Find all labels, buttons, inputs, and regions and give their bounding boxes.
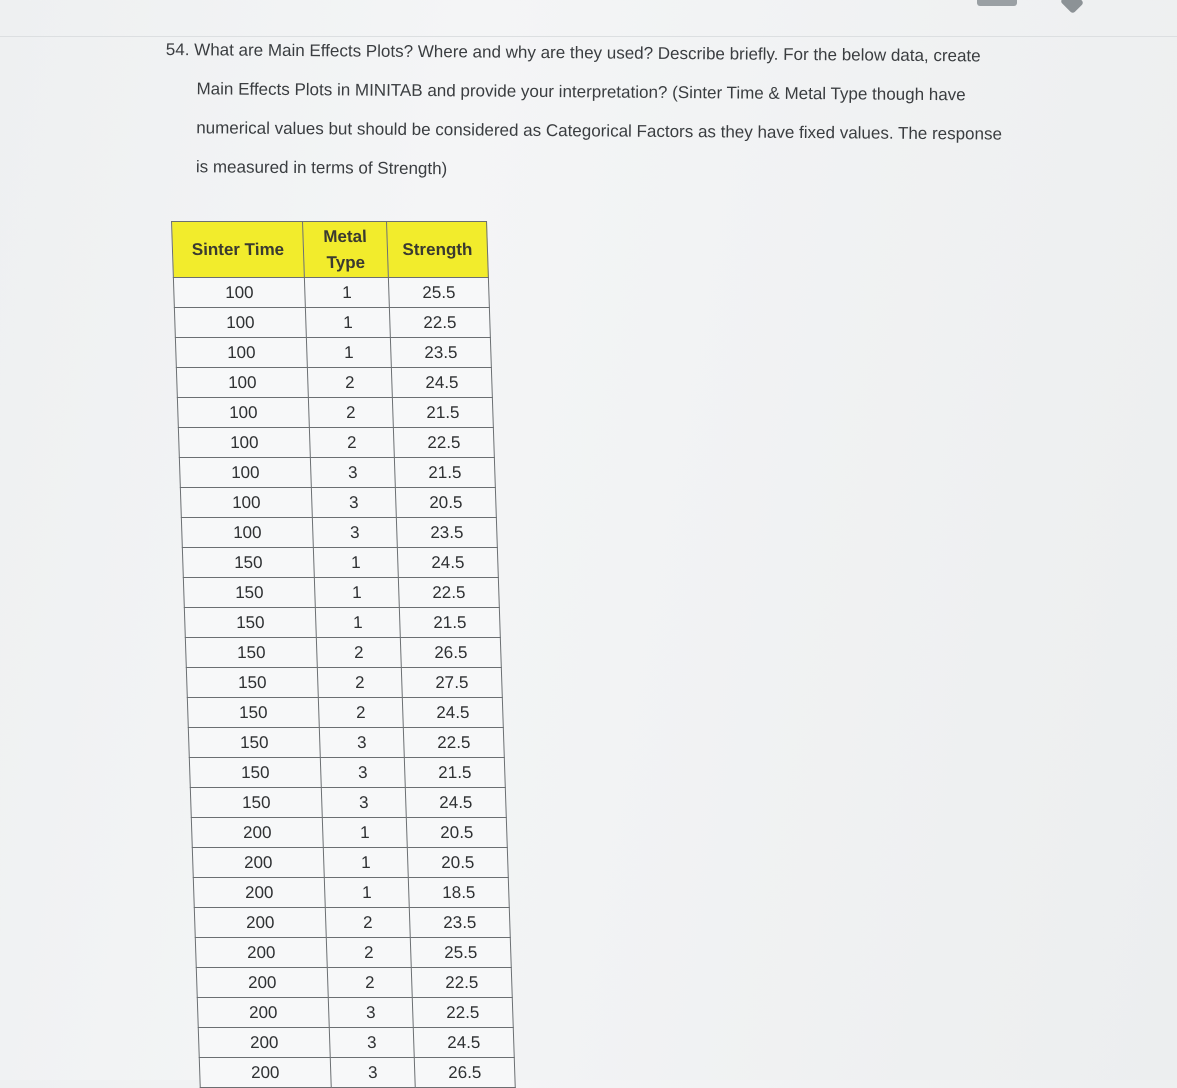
cell-sinter-time: 150 — [184, 608, 316, 638]
table-row — [195, 938, 511, 968]
cell-metal-type: 3 — [328, 998, 413, 1028]
cell-metal-type: 3 — [321, 788, 406, 818]
cell-sinter-time: 100 — [173, 278, 305, 308]
cell-sinter-time: 100 — [176, 368, 308, 398]
cell-strength: 24.5 — [397, 548, 498, 578]
cell-strength: 21.5 — [394, 458, 495, 488]
cell-metal-type: 3 — [320, 758, 405, 788]
table-row — [183, 578, 499, 608]
cell-metal-type: 1 — [313, 548, 398, 578]
table-row — [188, 728, 504, 758]
table-row — [190, 788, 506, 818]
cell-metal-type: 1 — [324, 878, 409, 908]
cell-metal-type: 1 — [306, 338, 391, 368]
table-row — [194, 908, 510, 938]
cell-sinter-time: 100 — [177, 398, 309, 428]
cell-sinter-time: 150 — [188, 728, 320, 758]
data-table — [171, 221, 516, 1088]
table-row — [197, 998, 513, 1028]
table-row — [180, 488, 496, 518]
cell-strength: 18.5 — [408, 878, 509, 908]
question-text — [165, 30, 1076, 193]
table-row — [193, 878, 509, 908]
cell-strength: 22.5 — [398, 578, 499, 608]
cell-metal-type: 2 — [309, 428, 394, 458]
table-row — [185, 638, 501, 668]
table-row — [174, 308, 490, 338]
cell-sinter-time: 200 — [194, 908, 326, 938]
cell-metal-type: 2 — [318, 698, 403, 728]
table-row — [187, 698, 503, 728]
table-row — [181, 518, 497, 548]
table-row — [198, 1028, 514, 1058]
cell-strength: 22.5 — [393, 428, 494, 458]
cell-strength: 23.5 — [409, 908, 510, 938]
question-line-4: is measured in terms of Strength) — [195, 157, 448, 179]
cell-metal-type: 2 — [308, 398, 393, 428]
cell-metal-type: 1 — [315, 608, 400, 638]
cell-sinter-time: 100 — [180, 488, 312, 518]
table-row — [175, 338, 491, 368]
cell-metal-type: 2 — [325, 908, 410, 938]
table-row — [177, 398, 493, 428]
cell-strength: 26.5 — [400, 638, 501, 668]
cell-sinter-time: 150 — [190, 788, 322, 818]
cell-sinter-time: 200 — [193, 878, 325, 908]
table-row — [186, 668, 502, 698]
cell-strength: 27.5 — [401, 668, 502, 698]
table-body — [173, 278, 515, 1088]
cell-strength: 23.5 — [396, 518, 497, 548]
cell-sinter-time: 200 — [198, 1028, 330, 1058]
question-line-1: 54. What are Main Effects Plots? Where and why are they used? Describe briefly. For the below data, create — [165, 39, 981, 66]
cell-metal-type: 2 — [317, 668, 402, 698]
cell-strength: 25.5 — [410, 938, 511, 968]
header-sinter-time: Sinter Time — [172, 222, 305, 278]
cell-strength: 22.5 — [389, 308, 490, 338]
question-line-2: Main Effects Plots in MINITAB and provide your interpretation? (Sinter Time & Metal Type though have — [196, 79, 966, 105]
cell-sinter-time: 200 — [197, 998, 329, 1028]
table-header-row — [172, 222, 489, 278]
cell-strength: 21.5 — [404, 758, 505, 788]
cell-strength: 20.5 — [406, 818, 507, 848]
cell-metal-type: 3 — [319, 728, 404, 758]
cell-metal-type: 3 — [329, 1028, 414, 1058]
cell-metal-type: 3 — [310, 458, 395, 488]
cell-sinter-time: 200 — [192, 848, 324, 878]
cell-strength: 24.5 — [391, 368, 492, 398]
cell-strength: 21.5 — [392, 398, 493, 428]
cell-sinter-time: 100 — [174, 308, 306, 338]
table-row — [191, 818, 507, 848]
table-row — [176, 368, 492, 398]
cell-strength: 20.5 — [407, 848, 508, 878]
cell-sinter-time: 150 — [187, 698, 319, 728]
cell-sinter-time: 150 — [182, 548, 314, 578]
table-row — [179, 458, 495, 488]
cell-metal-type: 2 — [326, 938, 411, 968]
cell-metal-type: 3 — [330, 1058, 415, 1088]
cell-metal-type: 3 — [312, 518, 397, 548]
table-row — [199, 1058, 515, 1088]
cell-metal-type: 2 — [307, 368, 392, 398]
header-metal-type: Metal Type — [303, 222, 389, 278]
cell-strength: 20.5 — [395, 488, 496, 518]
cell-sinter-time: 100 — [181, 518, 313, 548]
cell-sinter-time: 200 — [195, 938, 327, 968]
cell-strength: 23.5 — [390, 338, 491, 368]
cell-metal-type: 1 — [305, 308, 390, 338]
cell-sinter-time: 100 — [175, 338, 307, 368]
table-row — [192, 848, 508, 878]
cell-metal-type: 2 — [316, 638, 401, 668]
cell-metal-type: 1 — [304, 278, 389, 308]
cell-strength: 25.5 — [388, 278, 489, 308]
cell-sinter-time: 150 — [186, 668, 318, 698]
cell-metal-type: 3 — [311, 488, 396, 518]
cell-strength: 22.5 — [403, 728, 504, 758]
header-strength: Strength — [387, 222, 489, 278]
cell-sinter-time: 100 — [179, 458, 311, 488]
table-row — [173, 278, 489, 308]
cell-sinter-time: 200 — [196, 968, 328, 998]
cell-sinter-time: 200 — [191, 818, 323, 848]
cell-sinter-time: 100 — [178, 428, 310, 458]
table-row — [178, 428, 494, 458]
cell-metal-type: 1 — [314, 578, 399, 608]
table-row — [184, 608, 500, 638]
table-row — [182, 548, 498, 578]
cell-metal-type: 1 — [322, 818, 407, 848]
cell-metal-type: 2 — [327, 968, 412, 998]
cell-sinter-time: 150 — [183, 578, 315, 608]
cell-strength: 24.5 — [402, 698, 503, 728]
cell-strength: 26.5 — [414, 1058, 515, 1088]
cell-sinter-time: 150 — [189, 758, 321, 788]
cell-strength: 24.5 — [405, 788, 506, 818]
cell-sinter-time: 150 — [185, 638, 317, 668]
cell-strength: 21.5 — [399, 608, 500, 638]
table-row — [196, 968, 512, 998]
table-row — [189, 758, 505, 788]
cell-metal-type: 1 — [323, 848, 408, 878]
question-line-3: numerical values but should be considered as Categorical Factors as they have fixed values. The response — [196, 118, 1003, 144]
top-edge-mark — [977, 0, 1017, 6]
cell-strength: 22.5 — [411, 968, 512, 998]
cell-strength: 22.5 — [412, 998, 513, 1028]
cell-strength: 24.5 — [413, 1028, 514, 1058]
cell-sinter-time: 200 — [199, 1058, 331, 1088]
